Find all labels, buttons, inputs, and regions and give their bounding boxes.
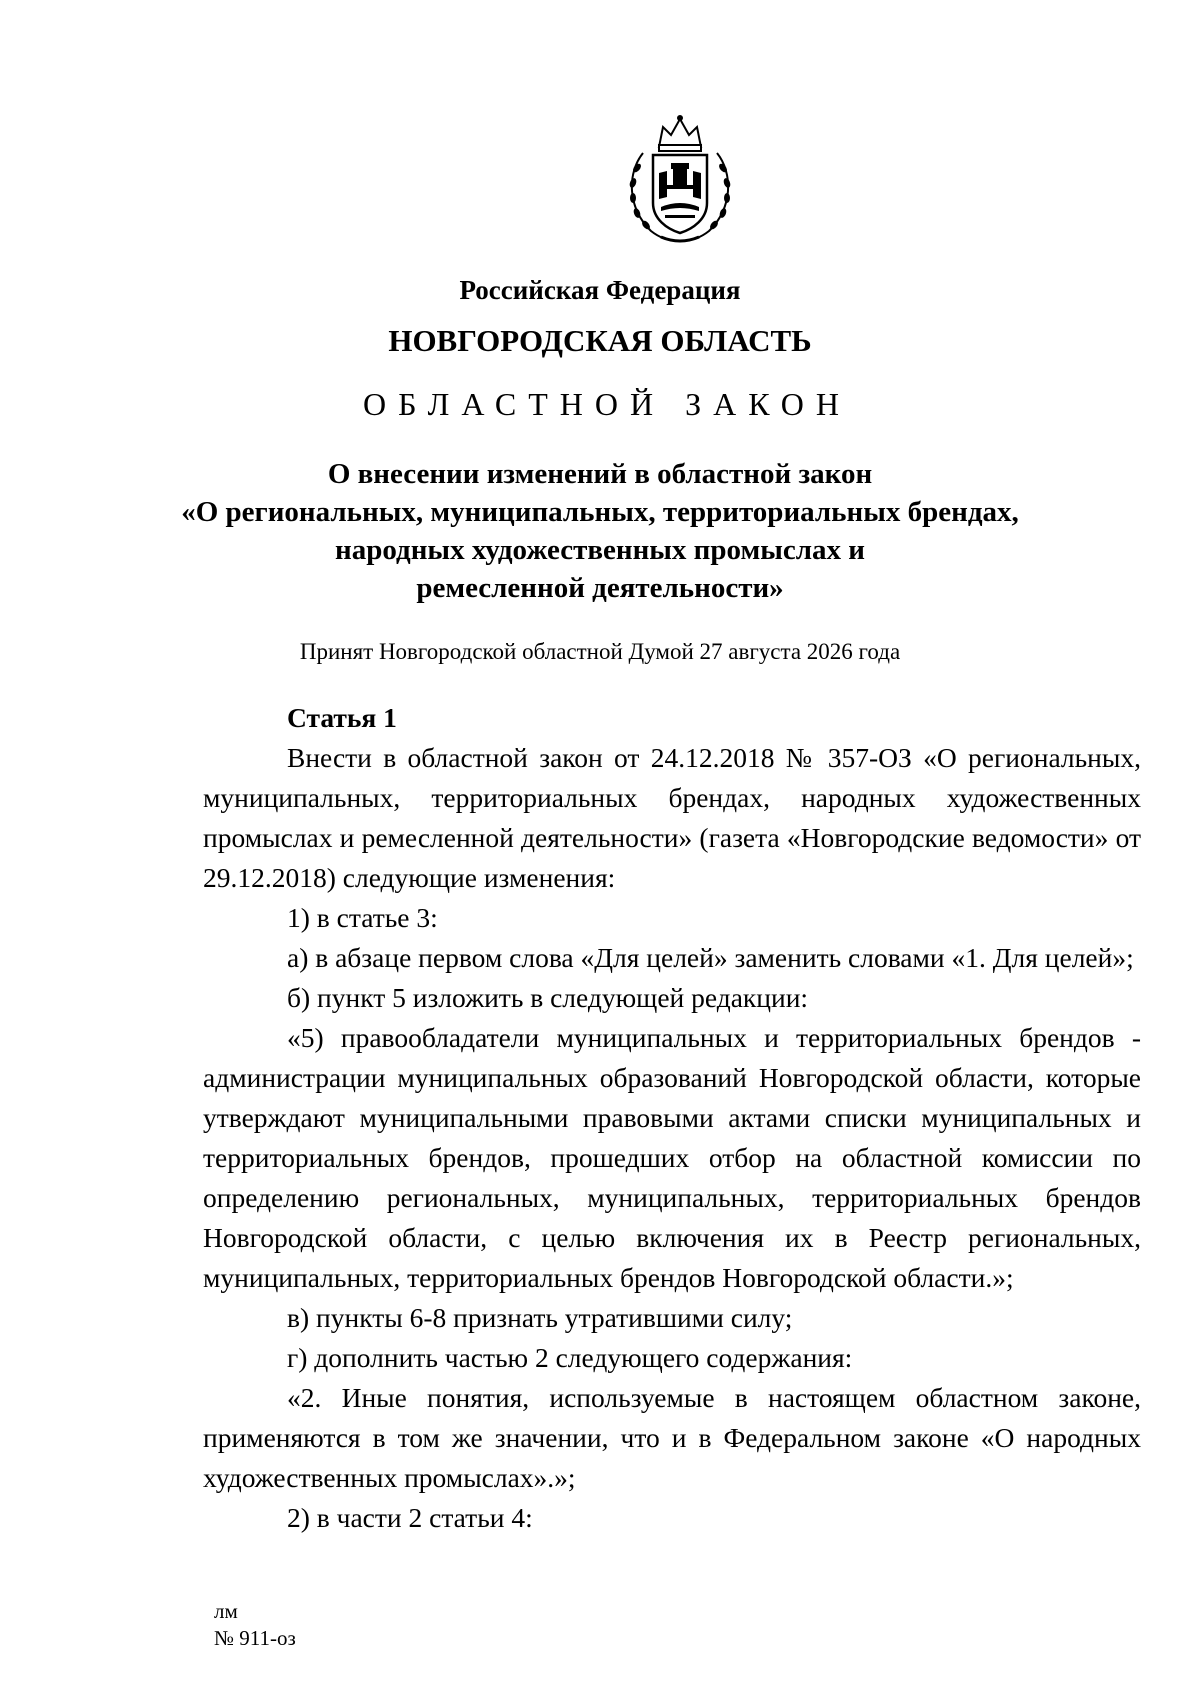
adoption-note: Принят Новгородской областной Думой 27 августа 2026 года	[299, 639, 901, 664]
paragraph: «2. Иные понятия, используемые в настоящем областном законе, применяются в том же значении, что и в Федеральном законе «О народных художественных промыслах».»;	[203, 1382, 1141, 1493]
law-title-line: народных художественных промыслах и	[335, 534, 865, 566]
coat-of-arms-icon	[621, 113, 739, 248]
article-heading: Статья 1	[287, 702, 397, 733]
law-title-line: «О региональных, муниципальных, территориальных брендах,	[181, 496, 1019, 528]
paragraph: 2) в части 2 статьи 4:	[287, 1502, 533, 1533]
law-type: ОБЛАСТНОЙ ЗАКОН	[362, 386, 852, 422]
law-title-line: О внесении изменений в областной закон	[327, 458, 873, 490]
article-body	[203, 698, 1141, 1538]
law-title-line: ремесленной деятельности»	[416, 572, 784, 604]
paragraph: г) дополнить частью 2 следующего содержания:	[287, 1342, 853, 1373]
law-number: № 911-оз	[214, 1626, 296, 1650]
paragraph: в) пункты 6-8 признать утратившими силу;	[287, 1302, 793, 1333]
country-name: Российская Федерация	[459, 275, 741, 305]
region-name: НОВГОРОДСКАЯ ОБЛАСТЬ	[388, 323, 812, 358]
document-footer	[214, 1598, 296, 1652]
paragraph: а) в абзаце первом слова «Для целей» заменить словами «1. Для целей»;	[287, 942, 1134, 973]
executor-initials: лм	[214, 1599, 238, 1623]
law-title	[0, 455, 1200, 607]
paragraph: Внести в областной закон от 24.12.2018 № 357-ОЗ «О региональных, муниципальных, территориальных брендах, народных художественных промыслах и ремесленной деятельности» (газета «Новгородские ведомости» от 29.12.2018) следующие изменения:	[203, 742, 1141, 893]
paragraph: 1) в статье 3:	[287, 902, 438, 933]
paragraph: б) пункт 5 изложить в следующей редакции:	[287, 982, 809, 1013]
paragraph: «5) правообладатели муниципальных и территориальных брендов - администрации муниципальных образований Новгородской области, которые утверждают муниципальными правовыми актами списки муниципальных и территориальных брендов, прошедших отбор на областной комиссии по определению региональных, муниципальных, территориальных брендов Новгородской области, с целью включения их в Реестр региональных, муниципальных, территориальных брендов Новгородской области.»;	[203, 1022, 1141, 1293]
